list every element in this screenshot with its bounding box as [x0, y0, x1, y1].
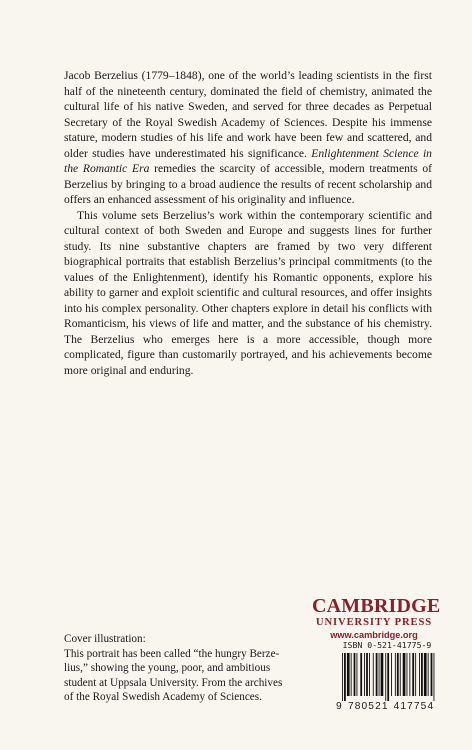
- book-title: Enlightenment Science in the Romantic Era: [64, 146, 432, 175]
- cover-line: student at Uppsala University. From the archives: [64, 676, 283, 689]
- cover-line: lius,” showing the young, poor, and ambitious: [64, 662, 271, 675]
- barcode-graphic: [336, 653, 438, 701]
- publisher-subtitle: UNIVERSITY PRESS: [315, 617, 433, 628]
- barcode-bar: [403, 653, 406, 696]
- barcode-bars: [336, 653, 438, 701]
- barcode-bar: [381, 653, 384, 696]
- barcode-bar: [415, 653, 416, 696]
- barcode-bar: [342, 653, 343, 701]
- barcode-bar: [387, 653, 389, 701]
- barcode-bar: [364, 653, 365, 696]
- blurb-text: Jacob Berzelius (1779–1848), one of the world’s leading scientists in the first half of the nineteenth century, dominated the field of chemistry, animated the cultural life of his native Sweden, and served for three decades as Perpetual Secretary of the Royal Swedish Academy of Sciences. Despite his immense stature, modern studies of his life and work have been few and scattered, and older studies have underestimated his significance.: [64, 69, 432, 160]
- publisher-url: www.cambridge.org: [330, 630, 418, 640]
- isbn-barcode: [336, 640, 438, 716]
- barcode-bar: [344, 653, 346, 701]
- barcode-bar: [347, 653, 350, 696]
- cover-line: of the Royal Swedish Academy of Sciences.: [64, 691, 262, 704]
- barcode-bar: [428, 653, 429, 696]
- barcode-bar: [409, 653, 410, 696]
- barcode-bar: [407, 653, 408, 696]
- cover-heading: Cover illustration:: [64, 633, 146, 645]
- barcode-bar: [360, 653, 362, 696]
- blurb-text: remedies the scarcity of accessible, modern treatments of Berzelius by bringing to a broad audience the results of recent scholarship and offers an enhanced assessment of his originality and influence.: [64, 162, 432, 206]
- cover-line: This portrait has been called “the hungry Berze-: [64, 647, 280, 660]
- barcode-bar: [351, 653, 352, 696]
- barcode-bar: [357, 653, 358, 696]
- barcode-bar: [434, 653, 435, 701]
- barcode-bar: [354, 653, 356, 696]
- barcode-bar: [424, 653, 427, 696]
- blurb-paragraph-1: [64, 68, 432, 208]
- barcode-bar: [385, 653, 386, 701]
- barcode-bar: [369, 653, 370, 696]
- barcode-bar: [412, 653, 414, 696]
- barcode-bar: [373, 653, 374, 696]
- barcode-digits-left: 780521: [348, 701, 389, 712]
- cover-illustration-credit: [64, 632, 300, 705]
- barcode-bar: [366, 653, 368, 696]
- blurb-paragraph-2: This volume sets Berzelius’s work within the contemporary scientific and cultural context of both Sweden and Europe and suggests lines for further study. Its nine substantive chapters are framed by two very different biographical portraits that establish Berzelius’s principal commitments (to the values of the Enlightenment), identify his Romantic opponents, explore his ability to garner and exploit scientific and cultural resources, and offer insights into his complex personality. Other chapters explore in detail his conflicts with Romanticism, his views of life and matter, and the substance of his chemistry. The Berzelius who emerges here is a more accessible, though more complicated, figure than customarily portrayed, and his achievements become more original and enduring.: [64, 208, 432, 377]
- barcode-bar: [391, 653, 392, 696]
- barcode-bar: [397, 653, 399, 696]
- publisher-name: CAMBRIDGE: [312, 595, 441, 617]
- barcode-bar: [395, 653, 396, 696]
- barcode-bar: [379, 653, 380, 696]
- barcode-bar: [419, 653, 420, 696]
- barcode-bar: [400, 653, 401, 696]
- barcode-bar: [421, 653, 423, 696]
- isbn-text: ISBN 0-521-41775-9: [342, 640, 432, 650]
- publisher-logo: [312, 595, 441, 642]
- back-cover-blurb: [64, 68, 432, 378]
- barcode-number: [336, 701, 438, 712]
- barcode-bar: [376, 653, 378, 696]
- barcode-digits-right: 417754: [393, 701, 435, 712]
- barcode-bar: [431, 653, 433, 696]
- barcode-digit-lead: 9: [336, 701, 343, 712]
